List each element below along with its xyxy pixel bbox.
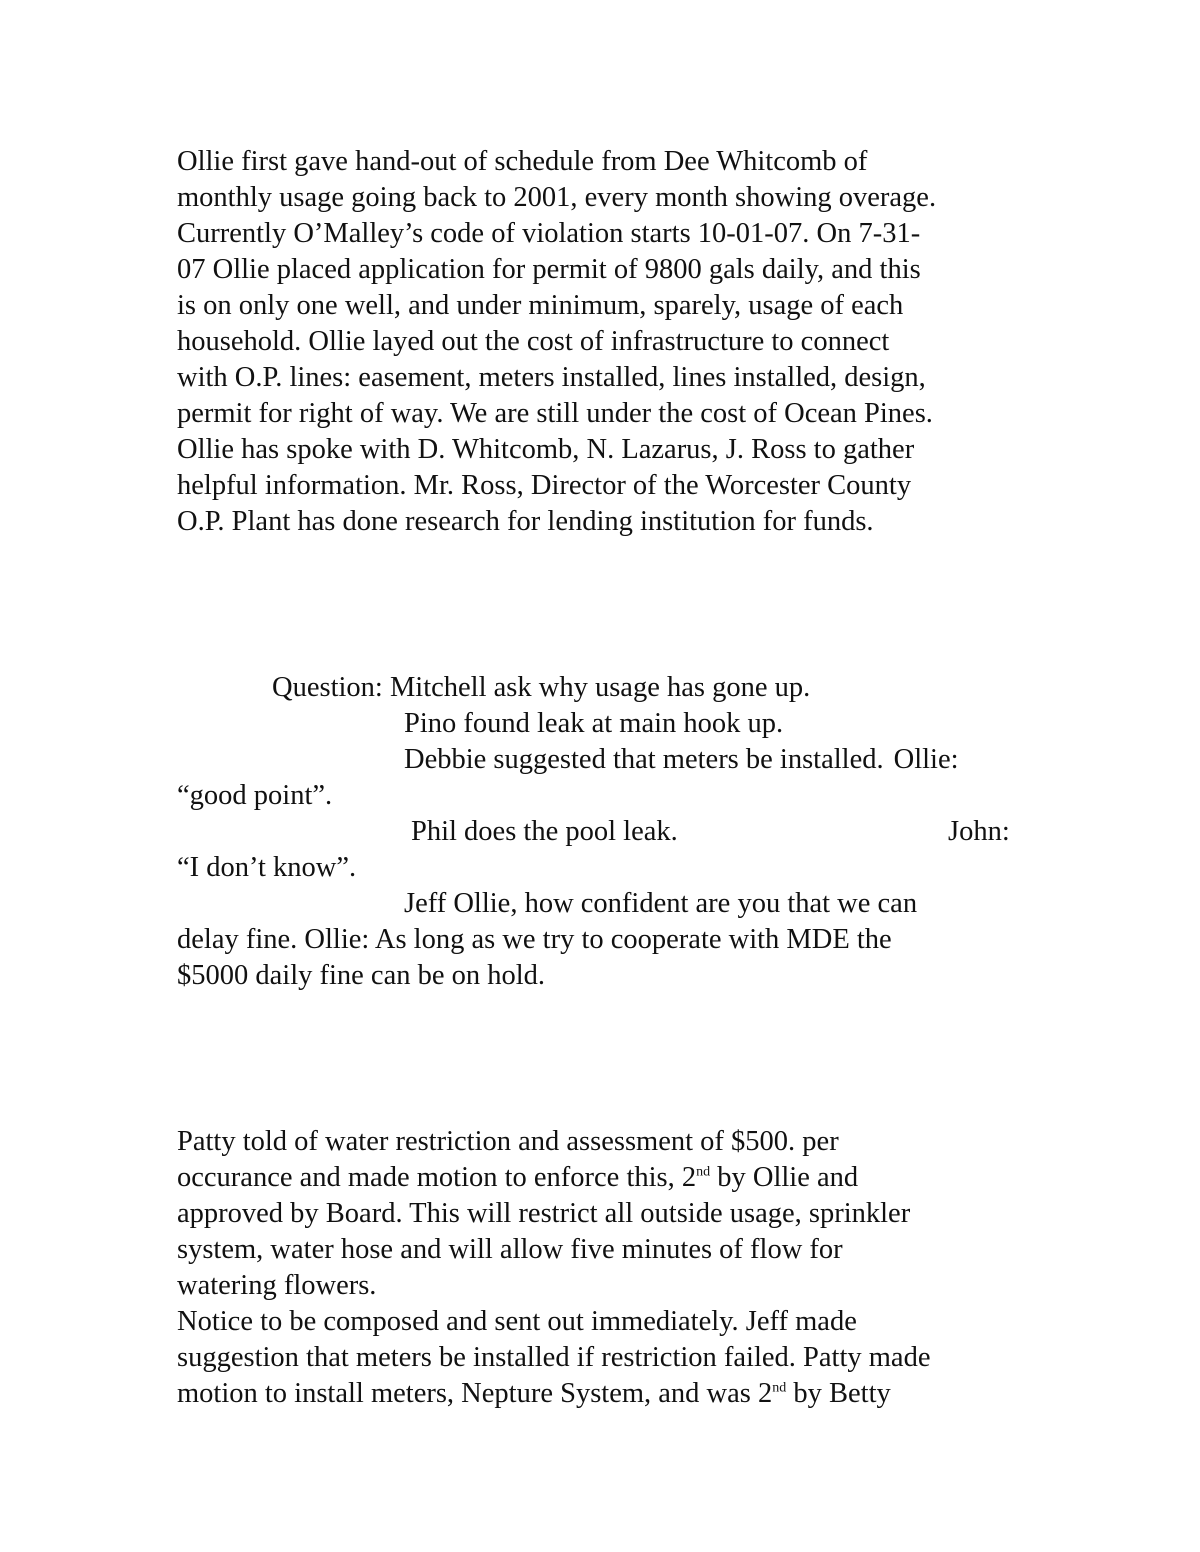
question-line: Question: Mitchell ask why usage has gone up. bbox=[272, 672, 811, 703]
text-line bbox=[177, 1376, 1037, 1412]
text-line: Patty told of water restriction and assessment of $500. per bbox=[177, 1126, 839, 1157]
answer-continuation: “I don’t know”. bbox=[177, 852, 357, 883]
text-line: is on only one well, and under minimum, sparely, usage of each bbox=[177, 290, 904, 321]
text-run: motion to install meters, Nepture System, and was 2 bbox=[177, 1378, 773, 1409]
text-line: helpful information. Mr. Ross, Director of the Worcester County bbox=[177, 470, 912, 501]
text-line: Ollie first gave hand-out of schedule from Dee Whitcomb of bbox=[177, 146, 868, 177]
answer-line: Pino found leak at main hook up. bbox=[404, 708, 784, 739]
text-line: approved by Board. This will restrict all outside usage, sprinkler bbox=[177, 1198, 911, 1229]
text-line: Ollie has spoke with D. Whitcomb, N. Lazarus, J. Ross to gather bbox=[177, 434, 915, 465]
answer-continuation: $5000 daily fine can be on hold. bbox=[177, 960, 546, 991]
speaker-label: Ollie: bbox=[893, 744, 959, 775]
answer-line bbox=[177, 814, 1037, 850]
answer-line bbox=[177, 742, 1037, 778]
text-run: by Ollie and bbox=[710, 1162, 859, 1193]
text-line: monthly usage going back to 2001, every month showing overage. bbox=[177, 182, 937, 213]
text-line: 07 Ollie placed application for permit of 9800 gals daily, and this bbox=[177, 254, 921, 285]
text-line: O.P. Plant has done research for lending institution for funds. bbox=[177, 506, 874, 537]
ordinal-suffix: nd bbox=[696, 1164, 711, 1180]
text-line: Currently O’Malley’s code of violation starts 10-01-07. On 7-31- bbox=[177, 218, 921, 249]
text-line: with O.P. lines: easement, meters installed, lines installed, design, bbox=[177, 362, 926, 393]
paragraph-usage-overage bbox=[177, 144, 1037, 540]
text-run: by Betty bbox=[786, 1378, 891, 1409]
text-line bbox=[177, 1160, 1037, 1196]
ordinal-suffix: nd bbox=[772, 1380, 787, 1396]
text-line: watering flowers. bbox=[177, 1270, 377, 1301]
answer-continuation: delay fine. Ollie: As long as we try to cooperate with MDE the bbox=[177, 924, 892, 955]
answer-text: Debbie suggested that meters be installed. bbox=[404, 744, 884, 775]
text-run: occurance and made motion to enforce this, 2 bbox=[177, 1162, 697, 1193]
text-line: household. Ollie layed out the cost of infrastructure to connect bbox=[177, 326, 890, 357]
question-section bbox=[177, 670, 1037, 994]
speaker-label: John: bbox=[948, 816, 1010, 847]
answer-text: Phil does the pool leak. bbox=[411, 816, 678, 847]
text-line: suggestion that meters be installed if restriction failed. Patty made bbox=[177, 1342, 931, 1373]
answer-line: Jeff Ollie, how confident are you that we can bbox=[404, 888, 918, 919]
text-line: Notice to be composed and sent out immediately. Jeff made bbox=[177, 1306, 857, 1337]
answer-continuation: “good point”. bbox=[177, 780, 333, 811]
paragraph-water-restriction bbox=[177, 1124, 1037, 1412]
text-line: permit for right of way. We are still under the cost of Ocean Pines. bbox=[177, 398, 933, 429]
text-line: system, water hose and will allow five minutes of flow for bbox=[177, 1234, 843, 1265]
